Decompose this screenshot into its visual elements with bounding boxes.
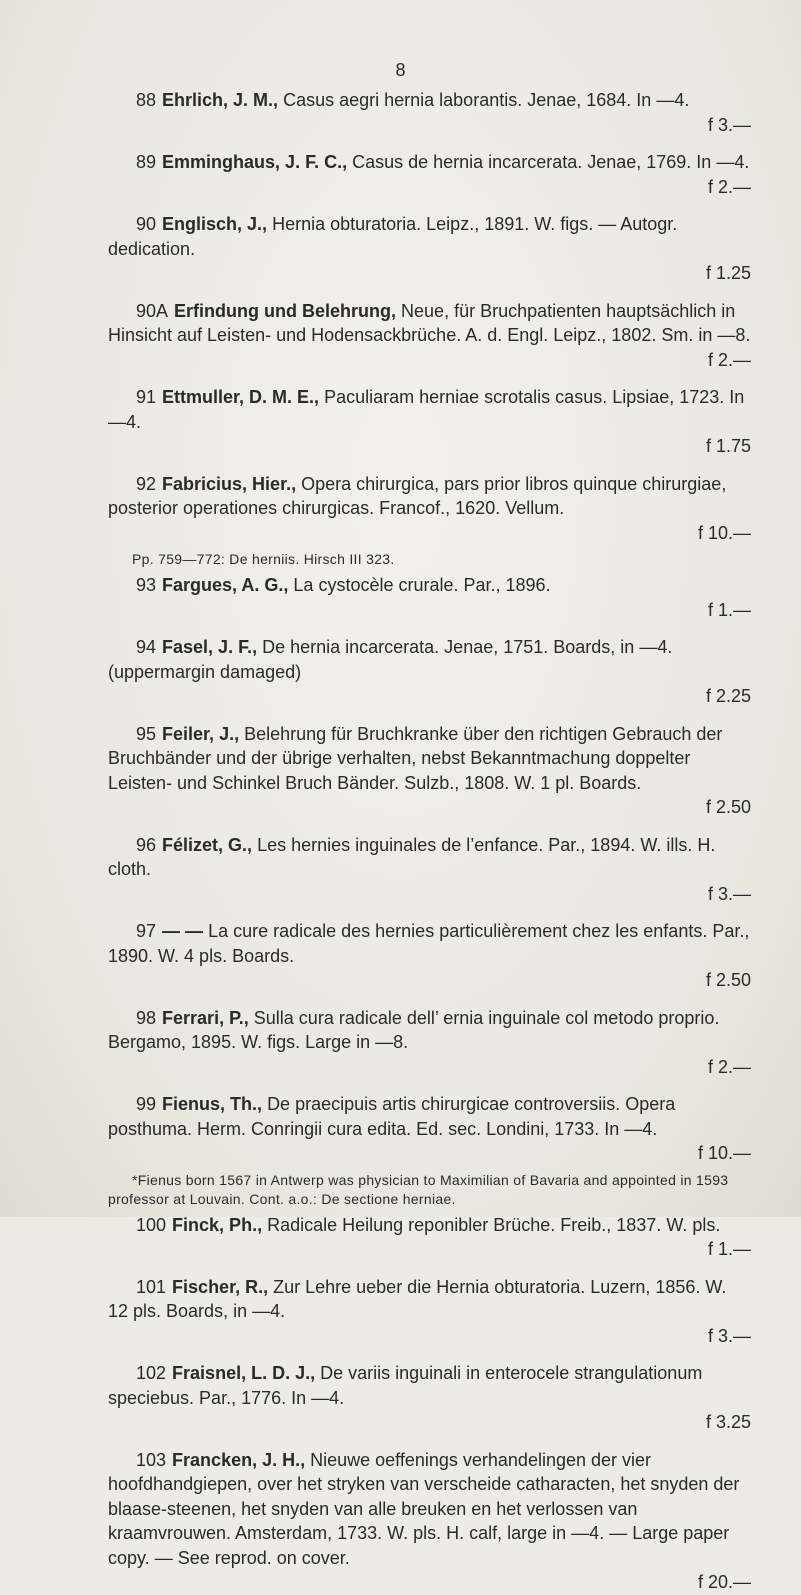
entry-note: Pp. 759—772: De herniis. Hirsch III 323. bbox=[132, 551, 395, 567]
entry-number: 90 bbox=[136, 214, 157, 234]
entry-number: 89 bbox=[136, 152, 157, 172]
entry-author: Francken, J. H., bbox=[172, 1449, 306, 1470]
entry-price: f 2.— bbox=[707, 349, 751, 370]
entry-description: Casus de hernia incarcerata. Jenae, 1769. In —4. bbox=[352, 152, 750, 172]
entry-price: f 3.25 bbox=[705, 1412, 751, 1432]
entry-number: 99 bbox=[136, 1094, 157, 1114]
entry-description: Zur Lehre ueber die Hernia obturatoria. Luzern, 1856. W. 12 pls. Boards, in —4. bbox=[108, 1276, 727, 1321]
entry-price: f 2.— bbox=[707, 176, 751, 197]
entry-number: 98 bbox=[136, 1007, 157, 1028]
entry-description: Les hernies inguinales de l’enfance. Par., 1894. W. ills. H. cloth. bbox=[108, 834, 716, 879]
entry-description: Sulla cura radicale dell’ ernia inguinale col metodo proprio. Bergamo, 1895. W. figs. Large in —8. bbox=[108, 1007, 720, 1052]
catalogue-entry bbox=[108, 1213, 757, 1262]
entry-price: f 2.50 bbox=[705, 797, 751, 817]
entry-price: f 3.— bbox=[707, 883, 751, 904]
catalogue-entry bbox=[108, 88, 757, 137]
catalogue-entry bbox=[108, 1092, 757, 1166]
entry-price: f 10.— bbox=[697, 1143, 751, 1163]
catalogue-entry bbox=[108, 385, 757, 459]
entry-price: f 2.25 bbox=[705, 686, 751, 706]
entry-price: f 1.— bbox=[707, 1239, 751, 1259]
entry-author: Félizet, G., bbox=[162, 834, 253, 855]
entry-price: f 10.— bbox=[697, 522, 751, 543]
page-number: 8 bbox=[395, 60, 406, 80]
entry-price: f 3.— bbox=[707, 114, 751, 135]
catalogue-entry bbox=[108, 1275, 757, 1349]
entry-list bbox=[108, 88, 761, 1595]
entry-author: Fargues, A. G., bbox=[162, 575, 289, 595]
entry-price: f 2.50 bbox=[705, 970, 751, 990]
catalogue-entry bbox=[108, 1448, 757, 1595]
entry-author: Feiler, J., bbox=[162, 723, 240, 744]
catalogue-entry bbox=[108, 833, 757, 907]
entry-description: Opera chirurgica, pars prior libros quinque chirurgiae, posterior operationes chirurgicas. Francof., 1620. Vellum. bbox=[108, 473, 727, 518]
catalogue-entry bbox=[108, 1006, 757, 1080]
entry-description: Hernia obturatoria. Leipz., 1891. W. figs. — Autogr. dedication. bbox=[108, 214, 678, 259]
entry-number: 96 bbox=[136, 834, 157, 855]
entry-price: f 1.75 bbox=[705, 436, 751, 456]
entry-author: Erfindung und Belehrung, bbox=[174, 300, 397, 321]
entry-price: f 1.— bbox=[707, 599, 751, 620]
entry-note: *Fienus born 1567 in Antwerp was physician to Maximilian of Bavaria and appointed in 1593 professor at Louvain. Cont. a.o.: De sectione herniae. bbox=[108, 1171, 729, 1207]
catalogue-entry bbox=[108, 472, 757, 546]
entry-description: Belehrung für Bruchkranke über den richtigen Gebrauch der Bruchbänder und der übrige verhalten, nebst Bekanntmachung doppelter Leisten- und Schinkel Bruch Bänder. Sulzb., 1808. W. 1 pl. Boards. bbox=[108, 723, 723, 793]
entry-author: Ehrlich, J. M., bbox=[162, 90, 279, 110]
entry-description: La cystocèle crurale. Par., 1896. bbox=[293, 575, 551, 595]
entry-author: Englisch, J., bbox=[162, 214, 268, 234]
entry-author: Ferrari, P., bbox=[162, 1007, 249, 1028]
catalogue-entry bbox=[108, 635, 757, 709]
entry-description: Paculiaram herniae scrotalis casus. Lipsiae, 1723. In —4. bbox=[108, 387, 745, 432]
catalogue-entry bbox=[108, 722, 757, 820]
entry-price: f 20.— bbox=[697, 1572, 751, 1592]
entry-price: f 1.25 bbox=[705, 263, 751, 283]
entry-number: 100 bbox=[136, 1214, 167, 1235]
entry-number: 91 bbox=[136, 387, 157, 407]
entry-author: Ettmuller, D. M. E., bbox=[162, 387, 320, 407]
catalogue-entry bbox=[108, 299, 757, 373]
catalogue-entry bbox=[108, 150, 757, 199]
entry-number: 95 bbox=[136, 723, 157, 744]
entry-number: 90A bbox=[136, 300, 169, 321]
entry-description: De variis inguinali in enterocele strangulationum speciebus. Par., 1776. In —4. bbox=[108, 1363, 703, 1408]
entry-price: f 2.— bbox=[707, 1056, 751, 1077]
entry-description: La cure radicale des hernies particulièrement chez les enfants. Par., 1890. W. 4 pls. Boards. bbox=[108, 921, 750, 966]
entry-author: Fabricius, Hier., bbox=[162, 473, 297, 494]
catalogue-entry bbox=[108, 573, 757, 622]
entry-description: De hernia incarcerata. Jenae, 1751. Boards, in —4. (uppermargin damaged) bbox=[108, 637, 673, 682]
catalogue-entry bbox=[108, 1361, 757, 1435]
entry-author: Emminghaus, J. F. C., bbox=[162, 152, 348, 172]
entry-author: Fraisnel, L. D. J., bbox=[172, 1363, 316, 1383]
entry-author: Finck, Ph., bbox=[172, 1214, 263, 1235]
entry-number: 92 bbox=[136, 473, 157, 494]
entry-number: 102 bbox=[136, 1363, 167, 1383]
entry-author: Fischer, R., bbox=[172, 1276, 269, 1297]
entry-description: De praecipuis artis chirurgicae controversiis. Opera posthuma. Herm. Conringii cura edita. Ed. sec. Londini, 1733. In —4. bbox=[108, 1094, 676, 1139]
entry-author: — — bbox=[162, 921, 204, 941]
entry-description: Casus aegri hernia laborantis. Jenae, 1684. In —4. bbox=[283, 90, 690, 110]
entry-description: Neue, für Bruchpatienten hauptsächlich in Hinsicht auf Leisten- und Hodensackbrüche. A. d. Engl. Leipz., 1802. Sm. in —8. bbox=[108, 300, 751, 345]
entry-description: Nieuwe oeffenings verhandelingen der vier hoofdhandgiepen, over het stryken van verscheide catharacten, het snyden der blaase-steenen, het snyden van alle breuken en het verlossen van kraamvrouwen. Amsterdam, 1733. W. pls. H. calf, large in —4. — Large paper copy. — See reprod. on cover. bbox=[108, 1449, 740, 1568]
entry-number: 97 bbox=[136, 921, 157, 941]
entry-number: 88 bbox=[136, 90, 157, 110]
entry-number: 93 bbox=[136, 575, 157, 595]
entry-author: Fasel, J. F., bbox=[162, 637, 258, 657]
entry-number: 103 bbox=[136, 1449, 167, 1470]
entry-description: Radicale Heilung reponibler Brüche. Freib., 1837. W. pls. bbox=[267, 1214, 721, 1235]
catalogue-entry bbox=[108, 919, 757, 993]
entry-price: f 3.— bbox=[707, 1325, 751, 1346]
entry-number: 101 bbox=[136, 1276, 167, 1297]
entry-number: 94 bbox=[136, 637, 157, 657]
catalogue-entry bbox=[108, 212, 757, 286]
entry-author: Fienus, Th., bbox=[162, 1094, 263, 1114]
